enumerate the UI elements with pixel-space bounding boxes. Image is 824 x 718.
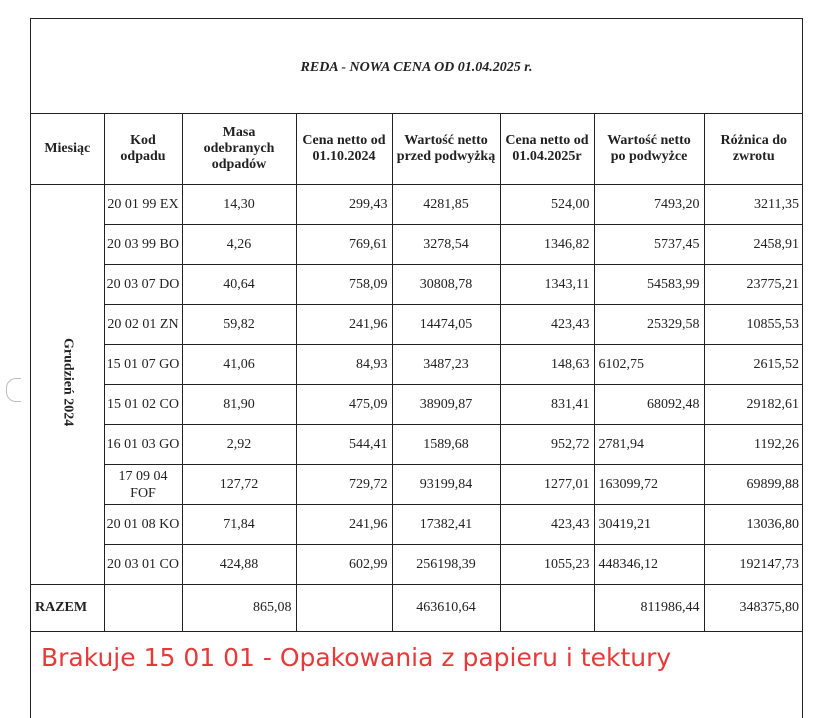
total-code-empty — [104, 585, 182, 632]
header-code: Kod odpadu — [104, 114, 182, 185]
cell-value-after: 448346,12 — [594, 545, 704, 585]
table-row — [31, 345, 803, 385]
total-mass: 865,08 — [182, 585, 296, 632]
table-row — [31, 265, 803, 305]
cell-difference: 23775,21 — [704, 265, 803, 305]
header-value-before: Wartość netto przed podwyżką — [392, 114, 500, 185]
cell-difference: 192147,73 — [704, 545, 803, 585]
cell-code: 15 01 02 CO — [104, 385, 182, 425]
total-value-before: 463610,64 — [392, 585, 500, 632]
cell-price-new: 423,43 — [500, 505, 594, 545]
total-row — [31, 585, 803, 632]
cell-value-after: 25329,58 — [594, 305, 704, 345]
cell-mass: 71,84 — [182, 505, 296, 545]
price-table — [31, 114, 803, 632]
cell-code: 17 09 04 FOF — [104, 465, 182, 505]
cell-value-before: 93199,84 — [392, 465, 500, 505]
total-difference: 348375,80 — [704, 585, 803, 632]
cell-value-after: 2781,94 — [594, 425, 704, 465]
cell-price-new: 1055,23 — [500, 545, 594, 585]
cell-value-before: 17382,41 — [392, 505, 500, 545]
header-price-old: Cena netto od 01.10.2024 — [296, 114, 392, 185]
cell-value-before: 3278,54 — [392, 225, 500, 265]
cell-difference: 2615,52 — [704, 345, 803, 385]
header-value-after: Wartość netto po podwyżce — [594, 114, 704, 185]
cell-value-after: 6102,75 — [594, 345, 704, 385]
cell-mass: 127,72 — [182, 465, 296, 505]
cell-price-old: 299,43 — [296, 185, 392, 225]
cell-mass: 14,30 — [182, 185, 296, 225]
cell-code: 20 01 99 EX — [104, 185, 182, 225]
cell-price-old: 729,72 — [296, 465, 392, 505]
cell-price-new: 1277,01 — [500, 465, 594, 505]
total-label: RAZEM — [31, 585, 104, 632]
header-difference: Różnica do zwrotu — [704, 114, 803, 185]
cell-code: 20 03 07 DO — [104, 265, 182, 305]
cell-price-old: 544,41 — [296, 425, 392, 465]
cell-price-new: 952,72 — [500, 425, 594, 465]
cell-difference: 29182,61 — [704, 385, 803, 425]
missing-item-note: Brakuje 15 01 01 - Opakowania z papieru i tektury — [41, 643, 672, 672]
cell-price-old: 758,09 — [296, 265, 392, 305]
cell-code: 20 02 01 ZN — [104, 305, 182, 345]
cell-value-before: 30808,78 — [392, 265, 500, 305]
cell-difference: 10855,53 — [704, 305, 803, 345]
cell-value-after: 7493,20 — [594, 185, 704, 225]
header-row — [31, 114, 803, 185]
cell-price-new: 423,43 — [500, 305, 594, 345]
cell-price-old: 241,96 — [296, 305, 392, 345]
cell-price-new: 1346,82 — [500, 225, 594, 265]
month-cell — [31, 185, 104, 585]
cell-code: 20 03 99 BO — [104, 225, 182, 265]
cell-value-before: 1589,68 — [392, 425, 500, 465]
table-row — [31, 545, 803, 585]
month-label: Grudzień 2024 — [60, 337, 76, 427]
cell-mass: 2,92 — [182, 425, 296, 465]
cell-code: 15 01 07 GO — [104, 345, 182, 385]
cell-price-old: 241,96 — [296, 505, 392, 545]
cell-mass: 41,06 — [182, 345, 296, 385]
header-mass: Masa odebranych odpadów — [182, 114, 296, 185]
cell-value-after: 68092,48 — [594, 385, 704, 425]
table-row — [31, 465, 803, 505]
cell-mass: 40,64 — [182, 265, 296, 305]
total-value-after: 811986,44 — [594, 585, 704, 632]
total-price-new-empty — [500, 585, 594, 632]
cell-price-old: 84,93 — [296, 345, 392, 385]
cell-code: 20 01 08 KO — [104, 505, 182, 545]
cell-difference: 13036,80 — [704, 505, 803, 545]
cell-price-old: 602,99 — [296, 545, 392, 585]
cell-mass: 59,82 — [182, 305, 296, 345]
cell-value-after: 30419,21 — [594, 505, 704, 545]
table-row — [31, 185, 803, 225]
document-page — [30, 18, 803, 718]
table-row — [31, 425, 803, 465]
cell-value-after: 163099,72 — [594, 465, 704, 505]
cell-mass: 424,88 — [182, 545, 296, 585]
scan-artifact — [6, 378, 21, 402]
cell-price-old: 475,09 — [296, 385, 392, 425]
cell-mass: 81,90 — [182, 385, 296, 425]
cell-value-before: 4281,85 — [392, 185, 500, 225]
total-price-old-empty — [296, 585, 392, 632]
cell-price-new: 148,63 — [500, 345, 594, 385]
cell-price-new: 831,41 — [500, 385, 594, 425]
cell-value-after: 54583,99 — [594, 265, 704, 305]
cell-difference: 1192,26 — [704, 425, 803, 465]
document-title: REDA - NOWA CENA OD 01.04.2025 r. — [300, 59, 533, 75]
table-row — [31, 225, 803, 265]
header-price-new: Cena netto od 01.04.2025r — [500, 114, 594, 185]
cell-value-before: 14474,05 — [392, 305, 500, 345]
table-row — [31, 505, 803, 545]
header-month: Miesiąc — [31, 114, 104, 185]
cell-difference: 2458,91 — [704, 225, 803, 265]
cell-code: 16 01 03 GO — [104, 425, 182, 465]
table-row — [31, 305, 803, 345]
cell-value-before: 256198,39 — [392, 545, 500, 585]
title-area — [31, 19, 802, 114]
cell-difference: 3211,35 — [704, 185, 803, 225]
cell-price-new: 1343,11 — [500, 265, 594, 305]
cell-mass: 4,26 — [182, 225, 296, 265]
cell-value-before: 3487,23 — [392, 345, 500, 385]
cell-price-new: 524,00 — [500, 185, 594, 225]
cell-code: 20 03 01 CO — [104, 545, 182, 585]
table-row — [31, 385, 803, 425]
cell-value-after: 5737,45 — [594, 225, 704, 265]
cell-difference: 69899,88 — [704, 465, 803, 505]
cell-price-old: 769,61 — [296, 225, 392, 265]
cell-value-before: 38909,87 — [392, 385, 500, 425]
